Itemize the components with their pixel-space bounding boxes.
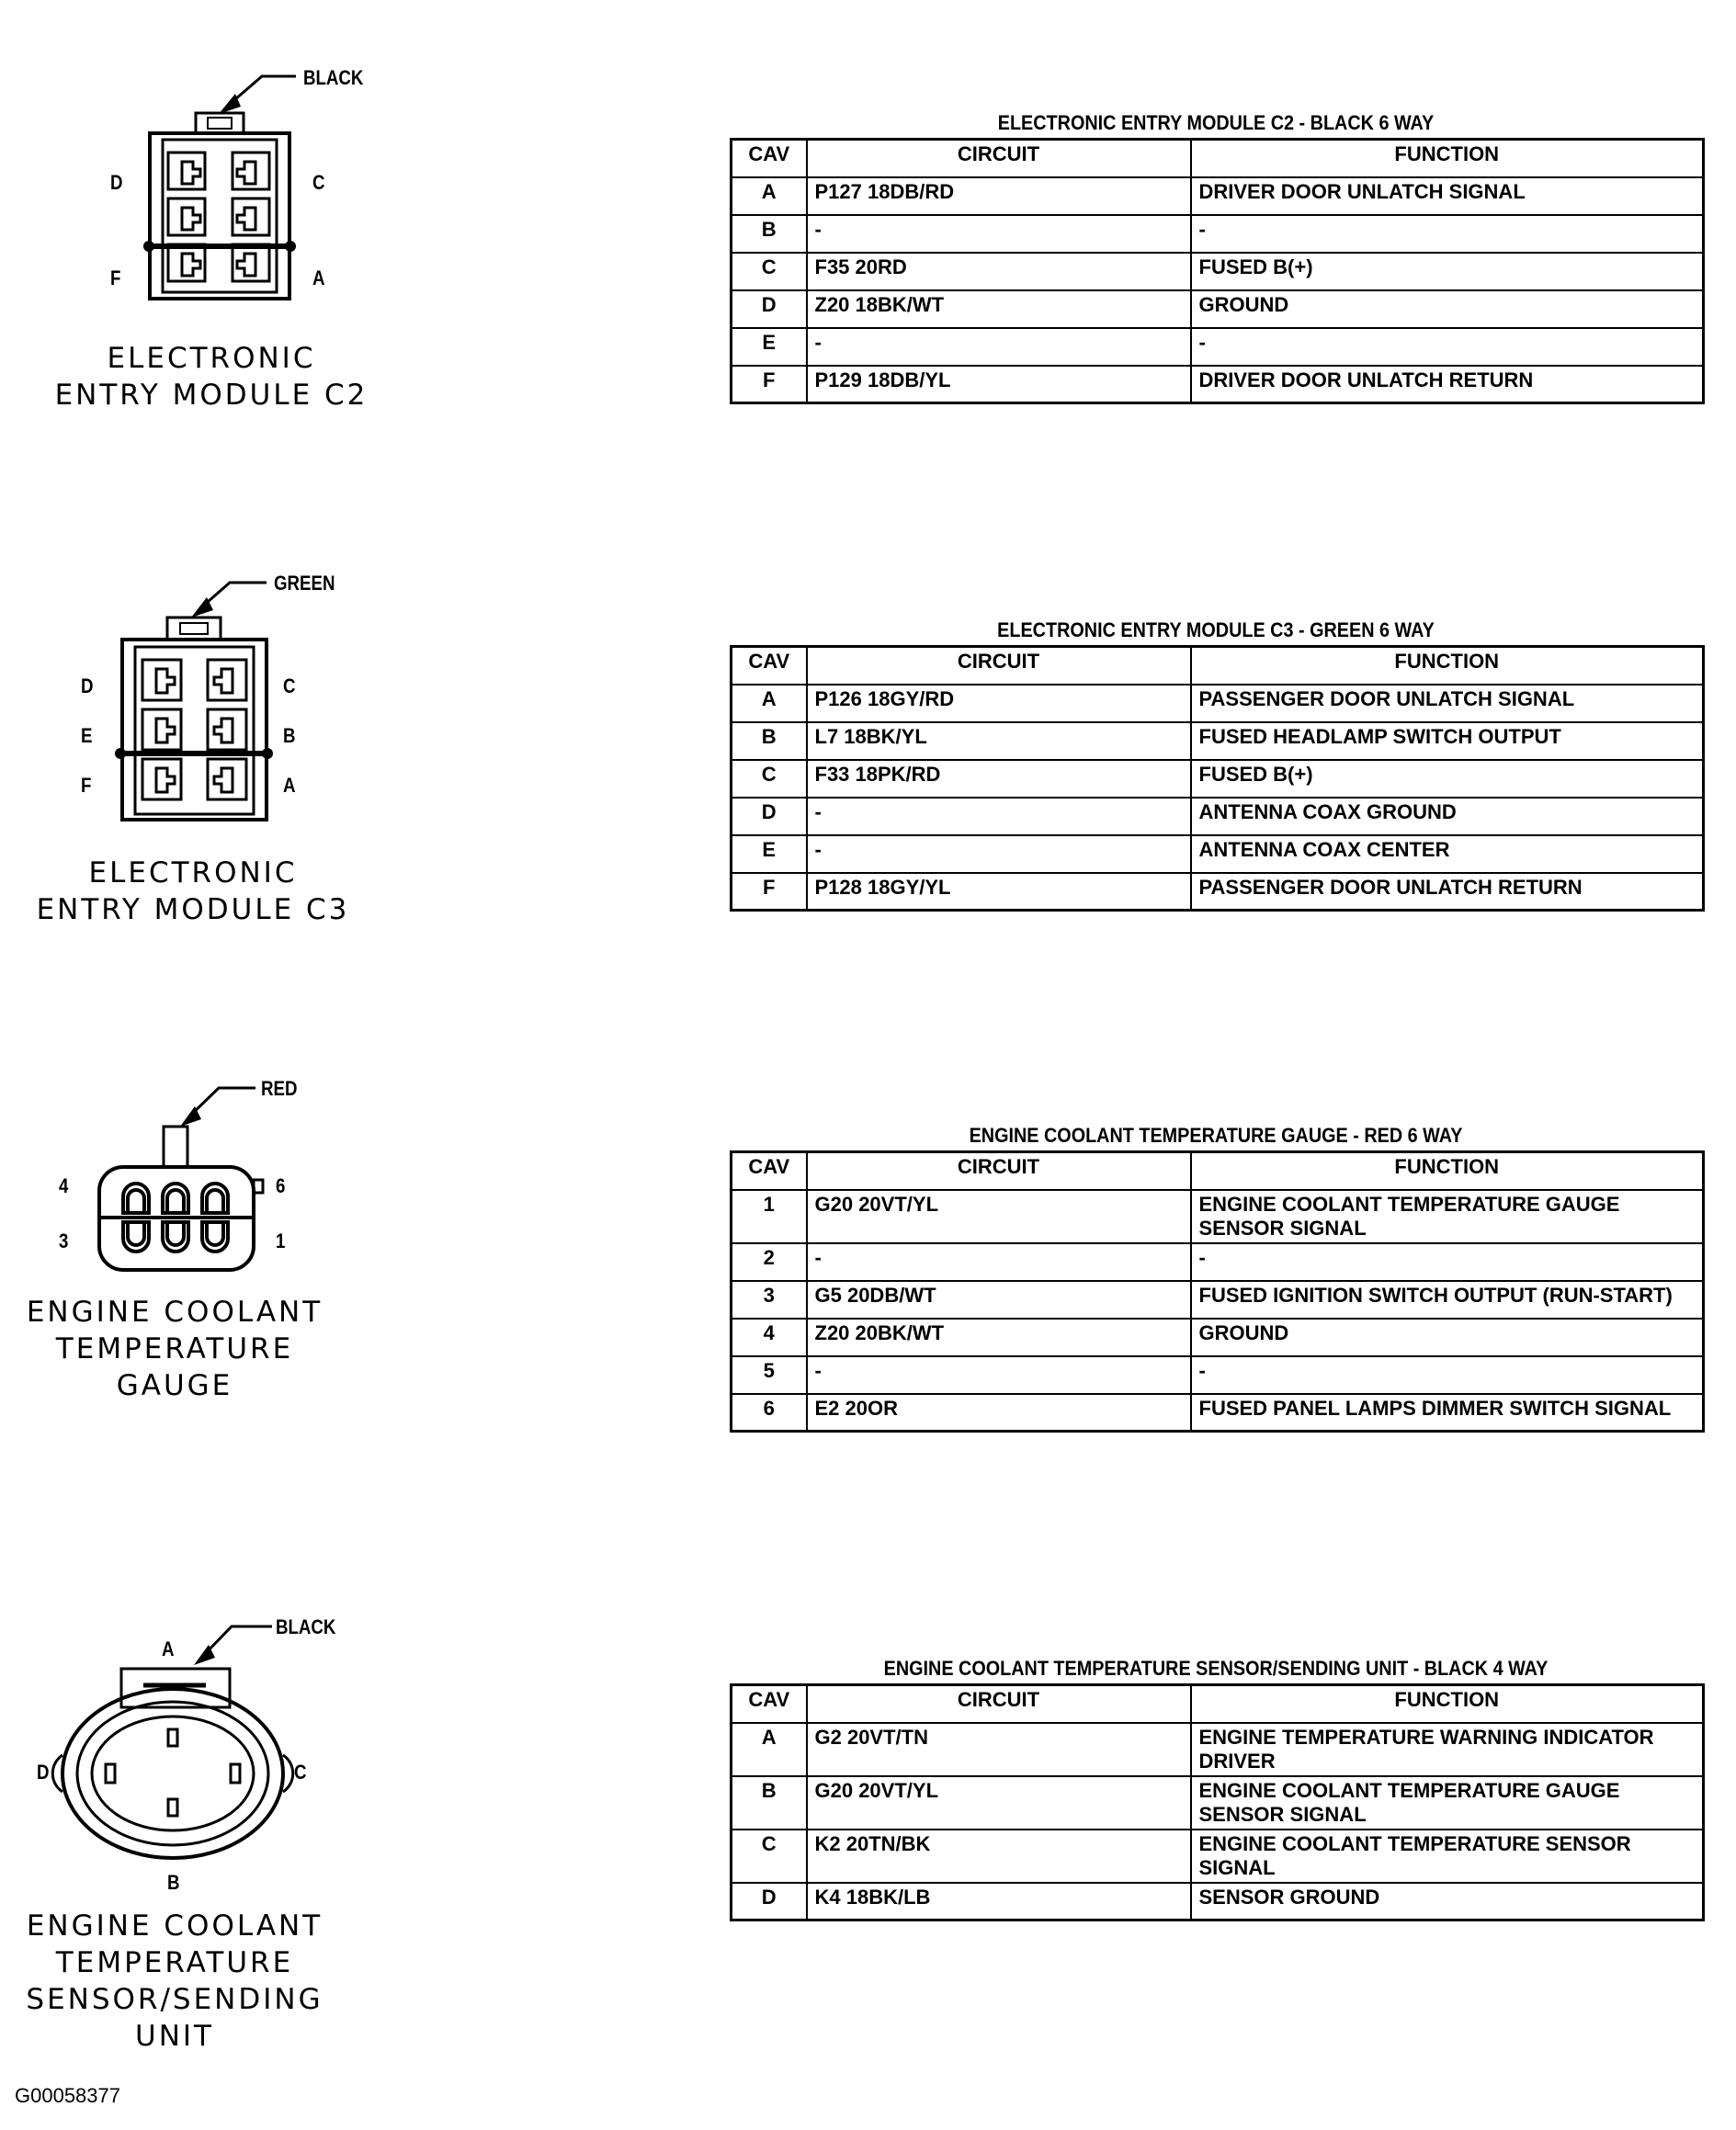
- cell-circuit: K4 18BK/LB: [807, 1883, 1191, 1920]
- connector-c3-pin-tr: C: [283, 674, 296, 697]
- cell-cav: 6: [732, 1394, 807, 1432]
- header-circuit: CIRCUIT: [807, 1685, 1191, 1723]
- header-circuit: CIRCUIT: [807, 140, 1191, 177]
- cell-cav: C: [732, 1830, 807, 1883]
- cell-function: -: [1191, 1356, 1704, 1394]
- pinout-table-gauge: [730, 1121, 1702, 1433]
- cell-function: FUSED B(+): [1191, 760, 1704, 798]
- connector-c3-diagram: [0, 551, 386, 937]
- connector-c2-pin-bl: F: [110, 266, 121, 289]
- cell-circuit: E2 20OR: [807, 1394, 1191, 1432]
- cell-cav: F: [732, 873, 807, 911]
- connector-gauge-name: ENGINE COOLANT TEMPERATURE GAUGE: [26, 1296, 323, 1402]
- cell-cav: 4: [732, 1319, 807, 1356]
- cell-circuit: G2 20VT/TN: [807, 1723, 1191, 1776]
- header-function: FUNCTION: [1191, 1152, 1704, 1190]
- cell-function: ENGINE COOLANT TEMPERATURE GAUGE SENSOR SIGNAL: [1191, 1190, 1704, 1243]
- pinout-grid: [730, 1683, 1705, 1921]
- table-title: ENGINE COOLANT TEMPERATURE SENSOR/SENDING UNIT - BLACK 4 WAY: [883, 1657, 1549, 1680]
- connector-c3-pin-mr: B: [283, 724, 296, 747]
- connector-gauge-pin-br: 1: [276, 1229, 286, 1252]
- connector-c3-name: ELECTRONIC ENTRY MODULE C3: [36, 856, 350, 926]
- pinout-grid: [730, 645, 1705, 912]
- table-row: [732, 722, 1704, 760]
- cell-cav: C: [732, 253, 807, 290]
- cell-function: -: [1191, 1243, 1704, 1281]
- cell-circuit: L7 18BK/YL: [807, 722, 1191, 760]
- connector-c2-pin-br: A: [312, 266, 325, 289]
- cell-function: PASSENGER DOOR UNLATCH RETURN: [1191, 873, 1704, 911]
- table-row: [732, 760, 1704, 798]
- cell-circuit: G5 20DB/WT: [807, 1281, 1191, 1319]
- connector-c2-name: ELECTRONIC ENTRY MODULE C2: [54, 342, 369, 412]
- cell-circuit: -: [807, 1356, 1191, 1394]
- connector-c3-pin-ml: E: [81, 724, 93, 747]
- connector-c2-color-label: BLACK: [303, 66, 364, 89]
- cell-circuit: -: [807, 798, 1191, 835]
- table-row: [732, 215, 1704, 253]
- figure-id: G00058377: [15, 2084, 120, 2107]
- table-row: [732, 1243, 1704, 1281]
- table-row: [732, 1830, 1704, 1883]
- cell-cav: 2: [732, 1243, 807, 1281]
- header-circuit: CIRCUIT: [807, 1152, 1191, 1190]
- connector-sensor-color-label: BLACK: [276, 1615, 336, 1638]
- connector-gauge-pin-tr: 6: [276, 1174, 286, 1197]
- table-title: ENGINE COOLANT TEMPERATURE GAUGE - RED 6 WAY: [969, 1124, 1463, 1147]
- header-function: FUNCTION: [1191, 647, 1704, 685]
- header-circuit: CIRCUIT: [807, 647, 1191, 685]
- cell-cav: D: [732, 1883, 807, 1920]
- connector-sensor-pin-bottom: B: [167, 1871, 180, 1894]
- cell-cav: B: [732, 1776, 807, 1830]
- cell-circuit: -: [807, 215, 1191, 253]
- table-row: [732, 798, 1704, 835]
- pinout-grid: [730, 1150, 1705, 1433]
- cell-circuit: Z20 18BK/WT: [807, 290, 1191, 328]
- cell-cav: 3: [732, 1281, 807, 1319]
- cell-function: DRIVER DOOR UNLATCH SIGNAL: [1191, 177, 1704, 215]
- cell-function: FUSED PANEL LAMPS DIMMER SWITCH SIGNAL: [1191, 1394, 1704, 1432]
- connector-gauge-diagram: [0, 1057, 386, 1424]
- cell-circuit: F35 20RD: [807, 253, 1191, 290]
- connector-sensor-pin-top: A: [162, 1637, 175, 1660]
- cell-circuit: -: [807, 1243, 1191, 1281]
- connector-c2-pin-tl: D: [110, 171, 123, 194]
- cell-cav: B: [732, 215, 807, 253]
- connector-sensor-pin-left: D: [37, 1761, 50, 1784]
- header-function: FUNCTION: [1191, 140, 1704, 177]
- table-row: [732, 1319, 1704, 1356]
- cell-circuit: Z20 20BK/WT: [807, 1319, 1191, 1356]
- table-row: [732, 685, 1704, 722]
- cell-cav: E: [732, 328, 807, 366]
- cell-cav: A: [732, 1723, 807, 1776]
- table-title: ELECTRONIC ENTRY MODULE C2 - BLACK 6 WAY: [997, 111, 1435, 134]
- connector-c3-pin-tl: D: [81, 674, 94, 697]
- table-row: [732, 1356, 1704, 1394]
- cell-cav: 5: [732, 1356, 807, 1394]
- cell-function: PASSENGER DOOR UNLATCH SIGNAL: [1191, 685, 1704, 722]
- cell-cav: F: [732, 366, 807, 403]
- table-row: [732, 253, 1704, 290]
- connector-c2-pin-tr: C: [312, 171, 325, 194]
- table-row: [732, 1776, 1704, 1830]
- table-row: [732, 177, 1704, 215]
- connector-gauge-pin-bl: 3: [59, 1229, 69, 1252]
- pinout-table-c3: [730, 616, 1702, 912]
- cell-function: GROUND: [1191, 290, 1704, 328]
- cell-function: FUSED IGNITION SWITCH OUTPUT (RUN-START): [1191, 1281, 1704, 1319]
- connector-sensor-pin-right: C: [294, 1761, 307, 1784]
- cell-function: DRIVER DOOR UNLATCH RETURN: [1191, 366, 1704, 403]
- cell-function: ENGINE COOLANT TEMPERATURE SENSOR SIGNAL: [1191, 1830, 1704, 1883]
- cell-function: ENGINE COOLANT TEMPERATURE GAUGE SENSOR SIGNAL: [1191, 1776, 1704, 1830]
- cell-circuit: P126 18GY/RD: [807, 685, 1191, 722]
- cell-circuit: -: [807, 328, 1191, 366]
- cell-function: FUSED HEADLAMP SWITCH OUTPUT: [1191, 722, 1704, 760]
- cell-circuit: K2 20TN/BK: [807, 1830, 1191, 1883]
- connector-c2-diagram: [0, 0, 386, 423]
- connector-c3-pin-bl: F: [81, 774, 92, 797]
- table-row: [732, 873, 1704, 911]
- cell-function: GROUND: [1191, 1319, 1704, 1356]
- cell-circuit: P127 18DB/RD: [807, 177, 1191, 215]
- connector-gauge-color-label: RED: [261, 1077, 298, 1100]
- cell-cav: A: [732, 685, 807, 722]
- cell-circuit: P128 18GY/YL: [807, 873, 1191, 911]
- table-row: [732, 835, 1704, 873]
- table-row: [732, 1883, 1704, 1920]
- cell-circuit: P129 18DB/YL: [807, 366, 1191, 403]
- cell-cav: C: [732, 760, 807, 798]
- cell-cav: D: [732, 290, 807, 328]
- header-function: FUNCTION: [1191, 1685, 1704, 1723]
- pinout-grid: [730, 138, 1705, 404]
- cell-cav: A: [732, 177, 807, 215]
- cell-function: -: [1191, 215, 1704, 253]
- cell-circuit: G20 20VT/YL: [807, 1190, 1191, 1243]
- cell-cav: D: [732, 798, 807, 835]
- cell-function: ENGINE TEMPERATURE WARNING INDICATOR DRIVER: [1191, 1723, 1704, 1776]
- cell-circuit: G20 20VT/YL: [807, 1776, 1191, 1830]
- cell-function: SENSOR GROUND: [1191, 1883, 1704, 1920]
- connector-gauge-pin-tl: 4: [59, 1174, 69, 1197]
- header-cav: CAV: [732, 647, 807, 685]
- cell-cav: 1: [732, 1190, 807, 1243]
- cell-function: ANTENNA COAX GROUND: [1191, 798, 1704, 835]
- table-row: [732, 366, 1704, 403]
- header-cav: CAV: [732, 1685, 807, 1723]
- header-cav: CAV: [732, 1152, 807, 1190]
- connector-c3-pin-br: A: [283, 774, 296, 797]
- cell-cav: E: [732, 835, 807, 873]
- connector-sensor-diagram: [0, 1599, 386, 2053]
- table-row: [732, 290, 1704, 328]
- cell-function: -: [1191, 328, 1704, 366]
- table-row: [732, 1281, 1704, 1319]
- table-row: [732, 328, 1704, 366]
- table-row: [732, 1394, 1704, 1432]
- table-row: [732, 1723, 1704, 1776]
- pinout-table-c2: [730, 108, 1702, 404]
- cell-circuit: -: [807, 835, 1191, 873]
- table-row: [732, 1190, 1704, 1243]
- connector-sensor-name: ENGINE COOLANT TEMPERATURE SENSOR/SENDING UNIT: [26, 1909, 323, 2053]
- cell-cav: B: [732, 722, 807, 760]
- table-title: ELECTRONIC ENTRY MODULE C3 - GREEN 6 WAY: [997, 618, 1435, 641]
- pinout-table-sensor: [730, 1654, 1702, 1921]
- cell-circuit: F33 18PK/RD: [807, 760, 1191, 798]
- header-cav: CAV: [732, 140, 807, 177]
- cell-function: FUSED B(+): [1191, 253, 1704, 290]
- cell-function: ANTENNA COAX CENTER: [1191, 835, 1704, 873]
- connector-c3-color-label: GREEN: [274, 572, 335, 595]
